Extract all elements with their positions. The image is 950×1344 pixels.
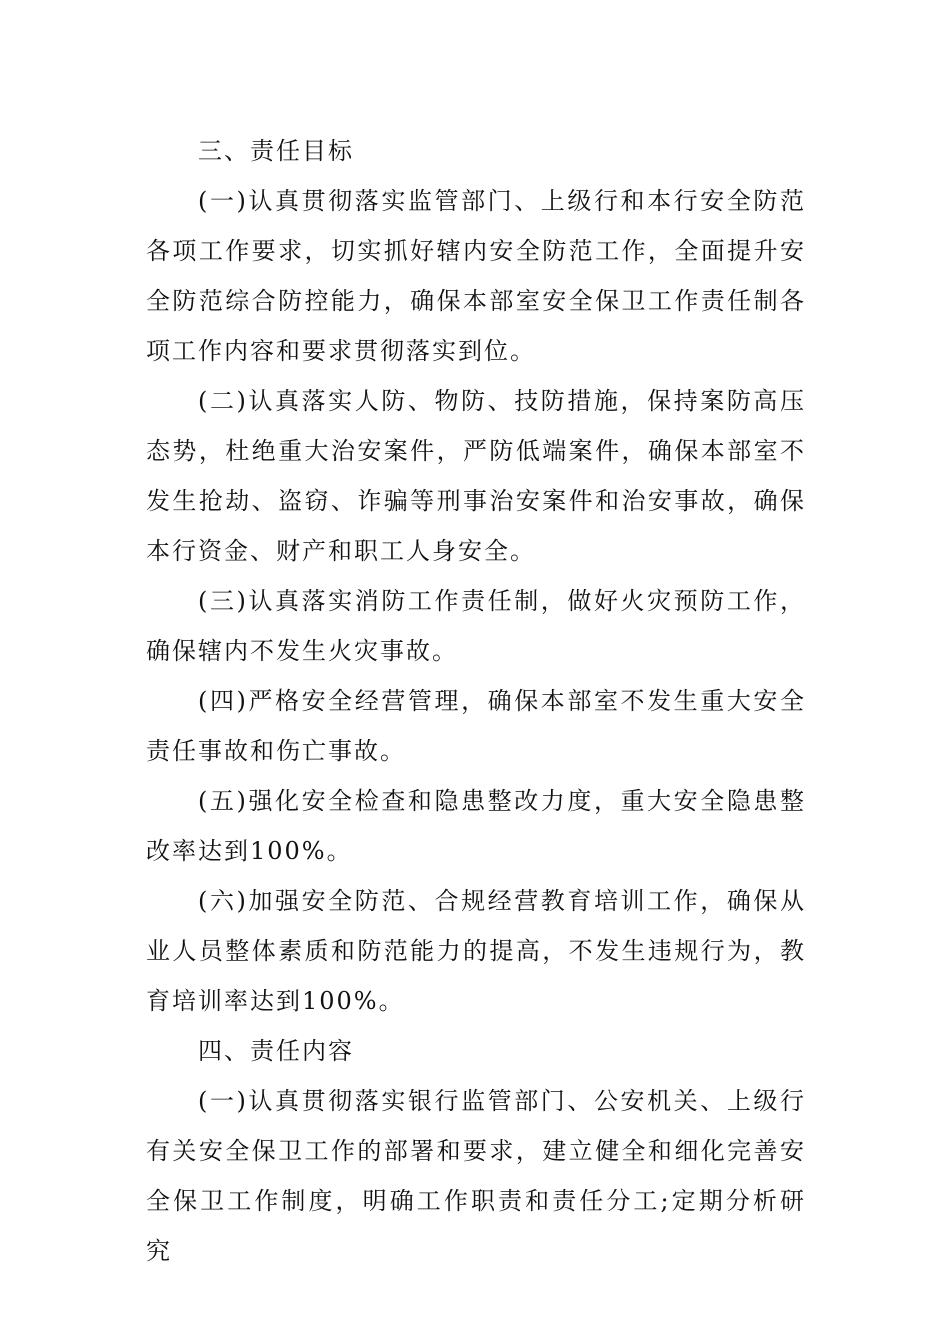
goal-paragraph-3: (三)认真落实消防工作责任制，做好火灾预防工作，确保辖内不发生火灾事故。	[146, 587, 806, 665]
content-paragraph-1: (一)认真贯彻落实银行监管部门、公安机关、上级行有关安全保卫工作的部署和要求，建立健全和细化完善安全保卫工作制度，明确工作职责和责任分工;定期分析研究	[146, 1087, 806, 1265]
document-body	[146, 126, 806, 1276]
goal-paragraph-6: (六)加强安全防范、合规经营教育培训工作，确保从业人员整体素质和防范能力的提高，不发生违规行为，教育培训率达到100%。	[146, 887, 806, 1015]
goal-paragraph-5: (五)强化安全检查和隐患整改力度，重大安全隐患整改率达到100%。	[146, 787, 806, 865]
goal-paragraph-4: (四)严格安全经营管理，确保本部室不发生重大安全责任事故和伤亡事故。	[146, 687, 806, 765]
section-heading-4: 四、责任内容	[198, 1037, 354, 1065]
goal-paragraph-2: (二)认真落实人防、物防、技防措施，保持案防高压态势，杜绝重大治安案件，严防低端案件，确保本部室不发生抢劫、盗窃、诈骗等刑事治安案件和治安事故，确保本行资金、财产和职工人身安全。	[146, 387, 806, 565]
section-heading-3: 三、责任目标	[198, 137, 354, 165]
goal-paragraph-1: (一)认真贯彻落实监管部门、上级行和本行安全防范各项工作要求，切实抓好辖内安全防范工作，全面提升安全防范综合防控能力，确保本部室安全保卫工作责任制各项工作内容和要求贯彻落实到位。	[146, 187, 806, 365]
